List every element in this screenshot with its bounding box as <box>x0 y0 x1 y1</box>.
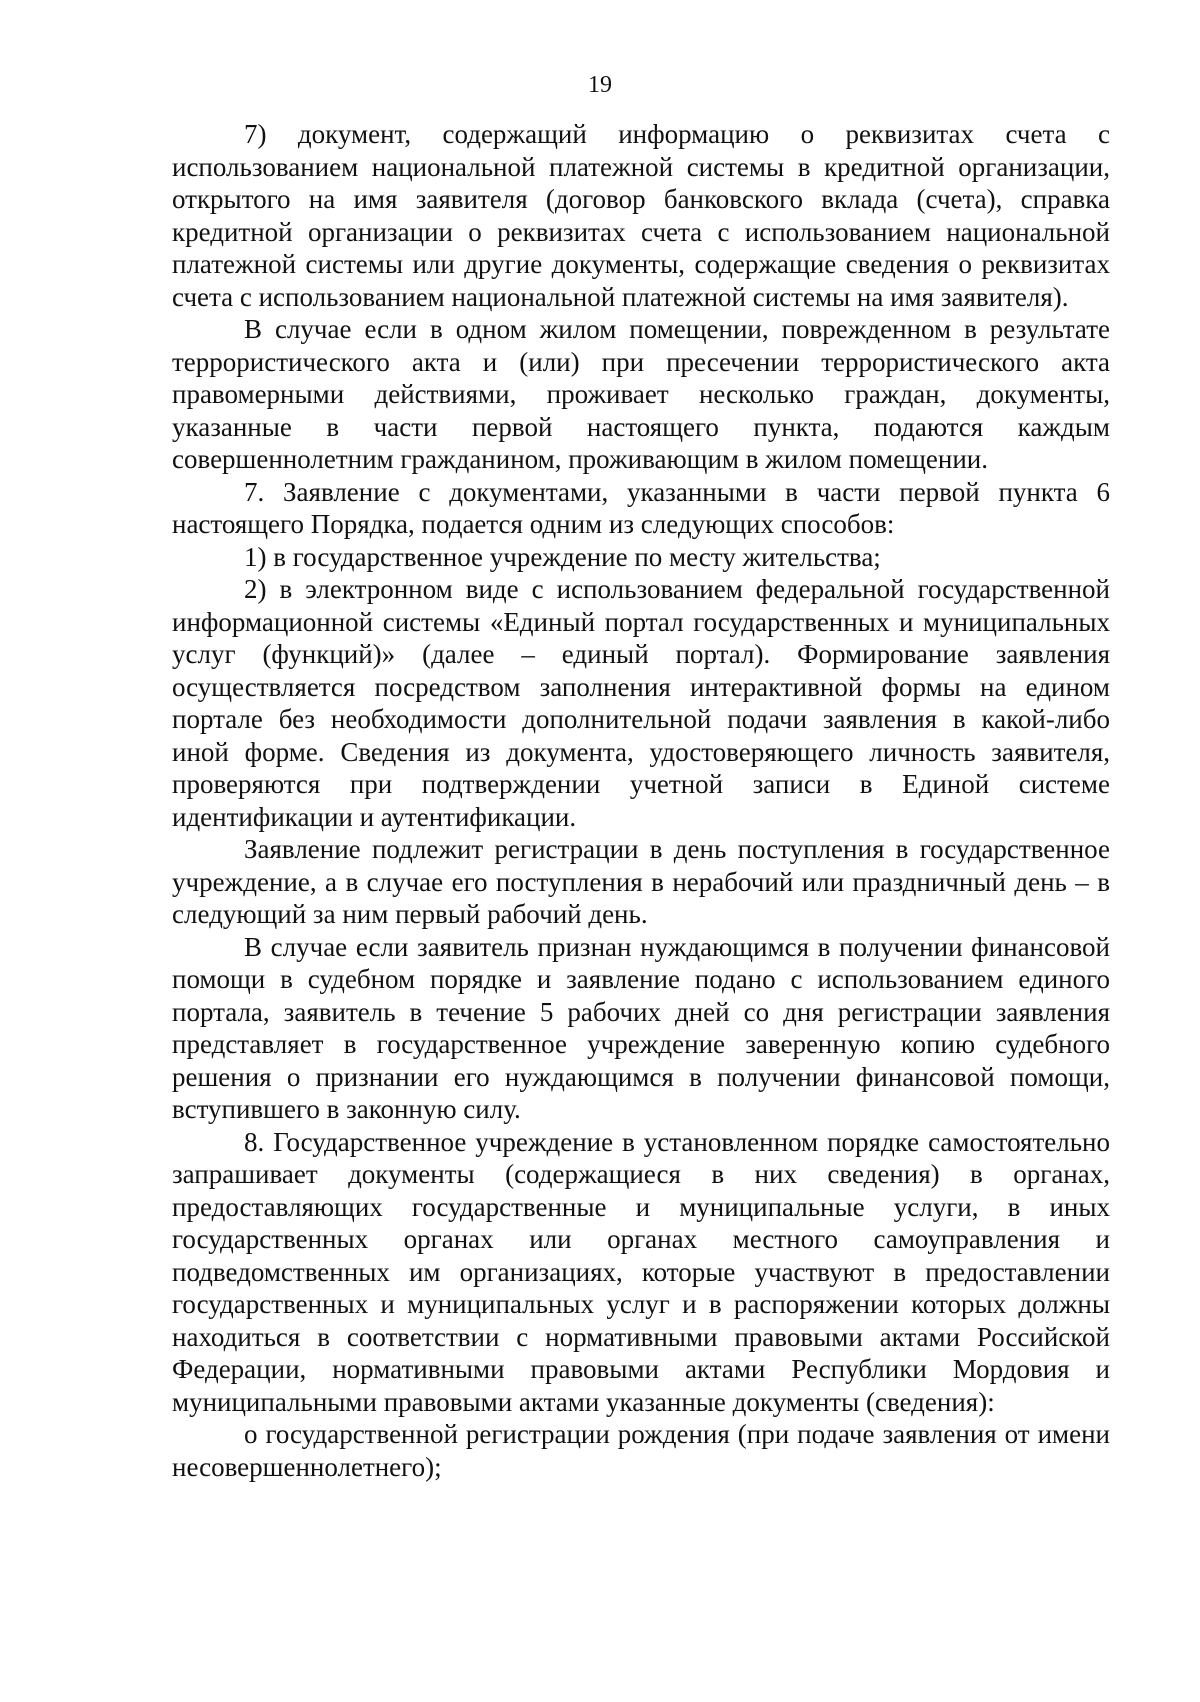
paragraph-birth-registration: о государственной регистрации рождения (при подаче заявления от имени несовершеннолетнего); <box>172 1419 1110 1482</box>
paragraph-multiple-residents: В случае если в одном жилом помещении, поврежденном в результате террористического акта и (или) при пресечении террористического акта правомерными действиями, проживает несколько граждан, документы, указанные в части первой настоящего пункта, подаются каждым совершеннолетним гражданином, проживающим в жилом помещении. <box>172 314 1110 474</box>
paragraph-clause-7-submission: 7. Заявление с документами, указанными в части первой пункта 6 настоящего Порядка, подается одним из следующих способов: <box>172 476 1110 539</box>
paragraph-court-decision: В случае если заявитель признан нуждающимся в получении финансовой помощи в судебном порядке и заявление подано с использованием единого портала, заявитель в течение 5 рабочих дней со дня регистрации заявления представляет в государственное учреждение заверенную копию судебного решения о признании его нуждающимся в получении финансовой помощи, вступившего в законную силу. <box>172 931 1110 1124</box>
page-number: 19 <box>588 72 612 98</box>
paragraph-method-electronic: 2) в электронном виде с использованием федеральной государственной информационной системы «Единый портал государственных и муниципальных услуг (функций)» (далее – единый портал). Формирование заявления осуществляется посредством заполнения интерактивной формы на едином портале без необходимости дополнительной подачи заявления в какой-либо иной форме. Сведения из документа, удостоверяющего личность заявителя, проверяются при подтверждении учетной записи в Единой системе идентификации и аутентификации. <box>172 574 1110 832</box>
paragraph-clause-8-requests: 8. Государственное учреждение в установленном порядке самостоятельно запрашивает документы (содержащиеся в них сведения) в органах, предоставляющих государственные и муниципальные услуги, в иных государственных органах или органах местного самоуправления и подведомственных им организациях, которые участвуют в предоставлении государственных и муниципальных услуг и в распоряжении которых должны находиться в соответствии с нормативными правовыми актами Российской Федерации, нормативными правовыми актами Республики Мордовия и муниципальными правовыми актами указанные документы (сведения): <box>172 1126 1110 1417</box>
document-body <box>172 118 1110 1483</box>
paragraph-registration-day: Заявление подлежит регистрации в день поступления в государственное учреждение, а в случае его поступления в нерабочий или праздничный день – в следующий за ним первый рабочий день. <box>172 834 1110 929</box>
paragraph-method-in-person: 1) в государственное учреждение по месту жительства; <box>244 541 881 572</box>
paragraph-item-7-bank-details: 7) документ, содержащий информацию о реквизитах счета с использованием национальной платежной системы в кредитной организации, открытого на имя заявителя (договор банковского вклада (счета), справка кредитной организации о реквизитах счета с использованием национальной платежной системы или другие документы, содержащие сведения о реквизитах счета с использованием национальной платежной системы на имя заявителя). <box>172 119 1110 312</box>
